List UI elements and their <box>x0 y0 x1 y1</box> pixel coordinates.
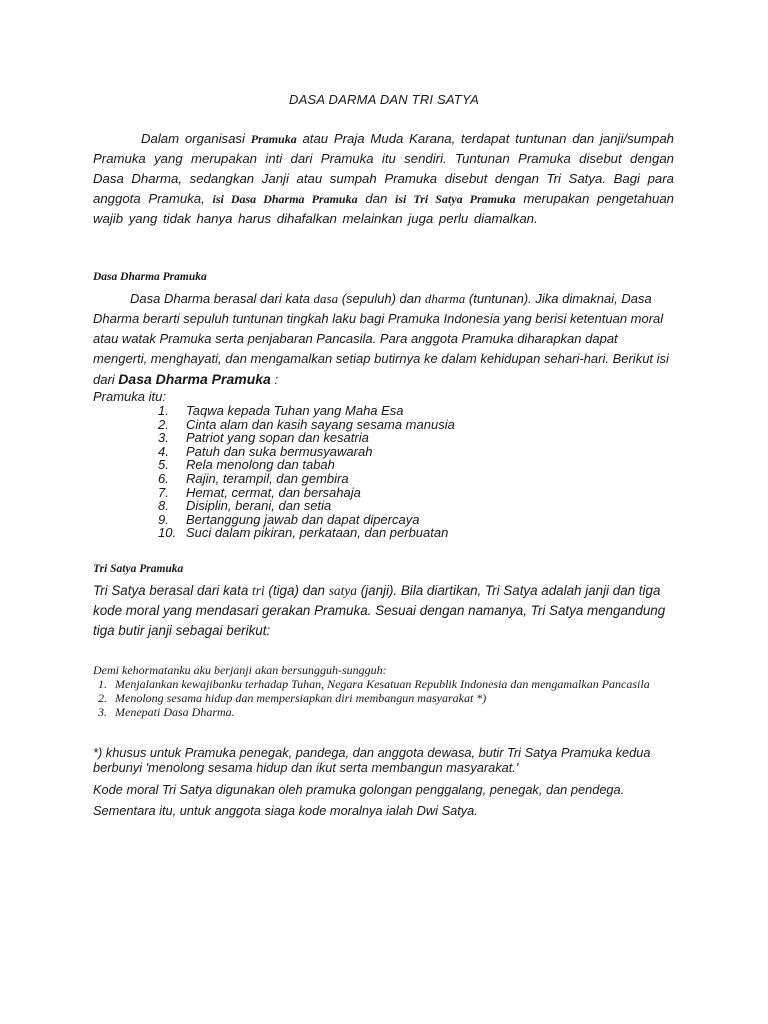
dasa-dharma-pramuka-term: Dasa Dharma Pramuka <box>118 371 271 387</box>
dasa-dharma-item <box>158 526 455 540</box>
dasa-dharma-item <box>158 499 455 513</box>
list-text: Hemat, cermat, dan bersahaja <box>186 484 361 500</box>
list-number: 2. <box>158 416 169 432</box>
list-number: 9. <box>158 511 169 527</box>
tri-satya-heading: Tri Satya Pramuka <box>93 563 184 575</box>
list-number: 4. <box>158 443 169 459</box>
list-text: Suci dalam pikiran, perkataan, dan perbuatan <box>186 525 449 541</box>
list-number: 7. <box>158 484 169 500</box>
list-text: Taqwa kepada Tuhan yang Maha Esa <box>186 403 404 418</box>
list-text: Bertanggung jawab dan dapat dipercaya <box>186 511 420 527</box>
dasa-dharma-item <box>158 472 455 486</box>
isi-tri-satya-term: isi Tri Satya Pramuka <box>394 192 516 206</box>
dasa-dharma-list <box>158 404 455 540</box>
list-number: 10. <box>158 525 177 541</box>
tri-satya-paragraph: Tri Satya berasal dari kata tri (tiga) dan satya (janji). Bila diartikan, Tri Satya adalah janji dan tiga kode moral yang mendasari gerakan Pramuka. Sesuai dengan namanya, Tri Satya mengandung tiga butir janji sebagai berikut: <box>93 583 666 638</box>
dasa-dharma-paragraph: Dasa Dharma berasal dari kata dasa (sepuluh) dan dharma (tuntunan). Jika dimaknai, Dasa Dharma berarti sepuluh tuntunan tingkah laku bagi Pramuka Indonesia yang berisi ketentuan moral atau watak Pramuka serta penjabaran Pancasila. Para anggota Pramuka diharapkan dapat mengerti, menghayati, dan mengamalkan setiap butirnya ke dalam kehidupan sehari-hari. Berikut isi dari Dasa Dharma Pramuka : <box>93 291 669 387</box>
footnote: *) khusus untuk Pramuka penegak, pandega, dan anggota dewasa, butir Tri Satya Pramuka kedua berbunyi 'menolong sesama hidup dan ikut serta membangun masyarakat.' <box>93 745 651 775</box>
tri-satya-oath-item <box>93 705 674 719</box>
list-number: 3. <box>158 430 169 446</box>
tri-satya-oath-item <box>93 691 674 705</box>
dasa-dharma-heading: Dasa Dharma Pramuka <box>93 271 207 283</box>
list-text: Disiplin, berani, dan setia <box>186 498 332 514</box>
list-text: Menjalankan kewajibanku terhadap Tuhan, Negara Kesatuan Republik Indonesia dan mengamalkan Pancasila <box>115 677 650 691</box>
list-text: Rajin, terampil, dan gembira <box>186 470 349 486</box>
dasa-dharma-item <box>158 431 455 445</box>
list-text: Patuh dan suka bermusyawarah <box>186 443 373 459</box>
list-text: Rela menolong dan tabah <box>186 457 335 473</box>
oath-intro: Demi kehormatanku aku berjanji akan bersungguh-sungguh: <box>93 663 387 677</box>
list-number: 5. <box>158 457 169 473</box>
dasa-dharma-item <box>158 486 455 500</box>
dasa-dharma-item <box>158 404 455 418</box>
list-text: Cinta alam dan kasih sayang sesama manusia <box>186 416 455 432</box>
pramuka-itu-lead: Pramuka itu: <box>93 389 166 404</box>
dasa-dharma-item <box>158 418 455 432</box>
dasa-dharma-item <box>158 445 455 459</box>
dasa-dharma-item <box>158 458 455 472</box>
page-title: DASA DARMA DAN TRI SATYA <box>289 92 479 107</box>
tri-satya-oath-list <box>93 677 674 719</box>
pramuka-term: Pramuka <box>250 132 297 146</box>
intro-paragraph: Dalam organisasi Pramuka atau Praja Muda Karana, terdapat tuntunan dan janji/sumpah Pramuka yang merupakan inti dari Pramuka itu sendiri. Tuntunan Pramuka disebut dengan Dasa Dharma, sedangkan Janji atau sumpah Pramuka disebut dengan Tri Satya. Bagi para anggota Pramuka, isi Dasa Dharma Pramuka dan isi Tri Satya Pramuka merupakan pengetahuan wajib yang tidak hanya harus dihafalkan melainkan juga perlu diamalkan. <box>93 131 675 226</box>
list-text: Patriot yang sopan dan kesatria <box>186 430 369 446</box>
list-text: Menolong sesama hidup dan mempersiapkan diri membangun masyarakat *) <box>115 691 487 705</box>
closing-paragraph: Kode moral Tri Satya digunakan oleh pramuka golongan penggalang, penegak, dan pendega. Sementara itu, untuk anggota siaga kode moralnya ialah Dwi Satya. <box>93 782 625 818</box>
tri-satya-oath-item <box>93 677 674 691</box>
list-text: Menepati Dasa Dharma. <box>115 705 235 719</box>
list-number: 1. <box>98 677 107 691</box>
list-number: 1. <box>158 403 169 418</box>
list-number: 8. <box>158 498 169 514</box>
list-number: 6. <box>158 470 169 486</box>
isi-dasa-dharma-term: isi Dasa Dharma Pramuka <box>212 192 358 206</box>
dasa-dharma-item <box>158 513 455 527</box>
list-number: 2. <box>98 691 107 705</box>
list-number: 3. <box>98 705 107 719</box>
